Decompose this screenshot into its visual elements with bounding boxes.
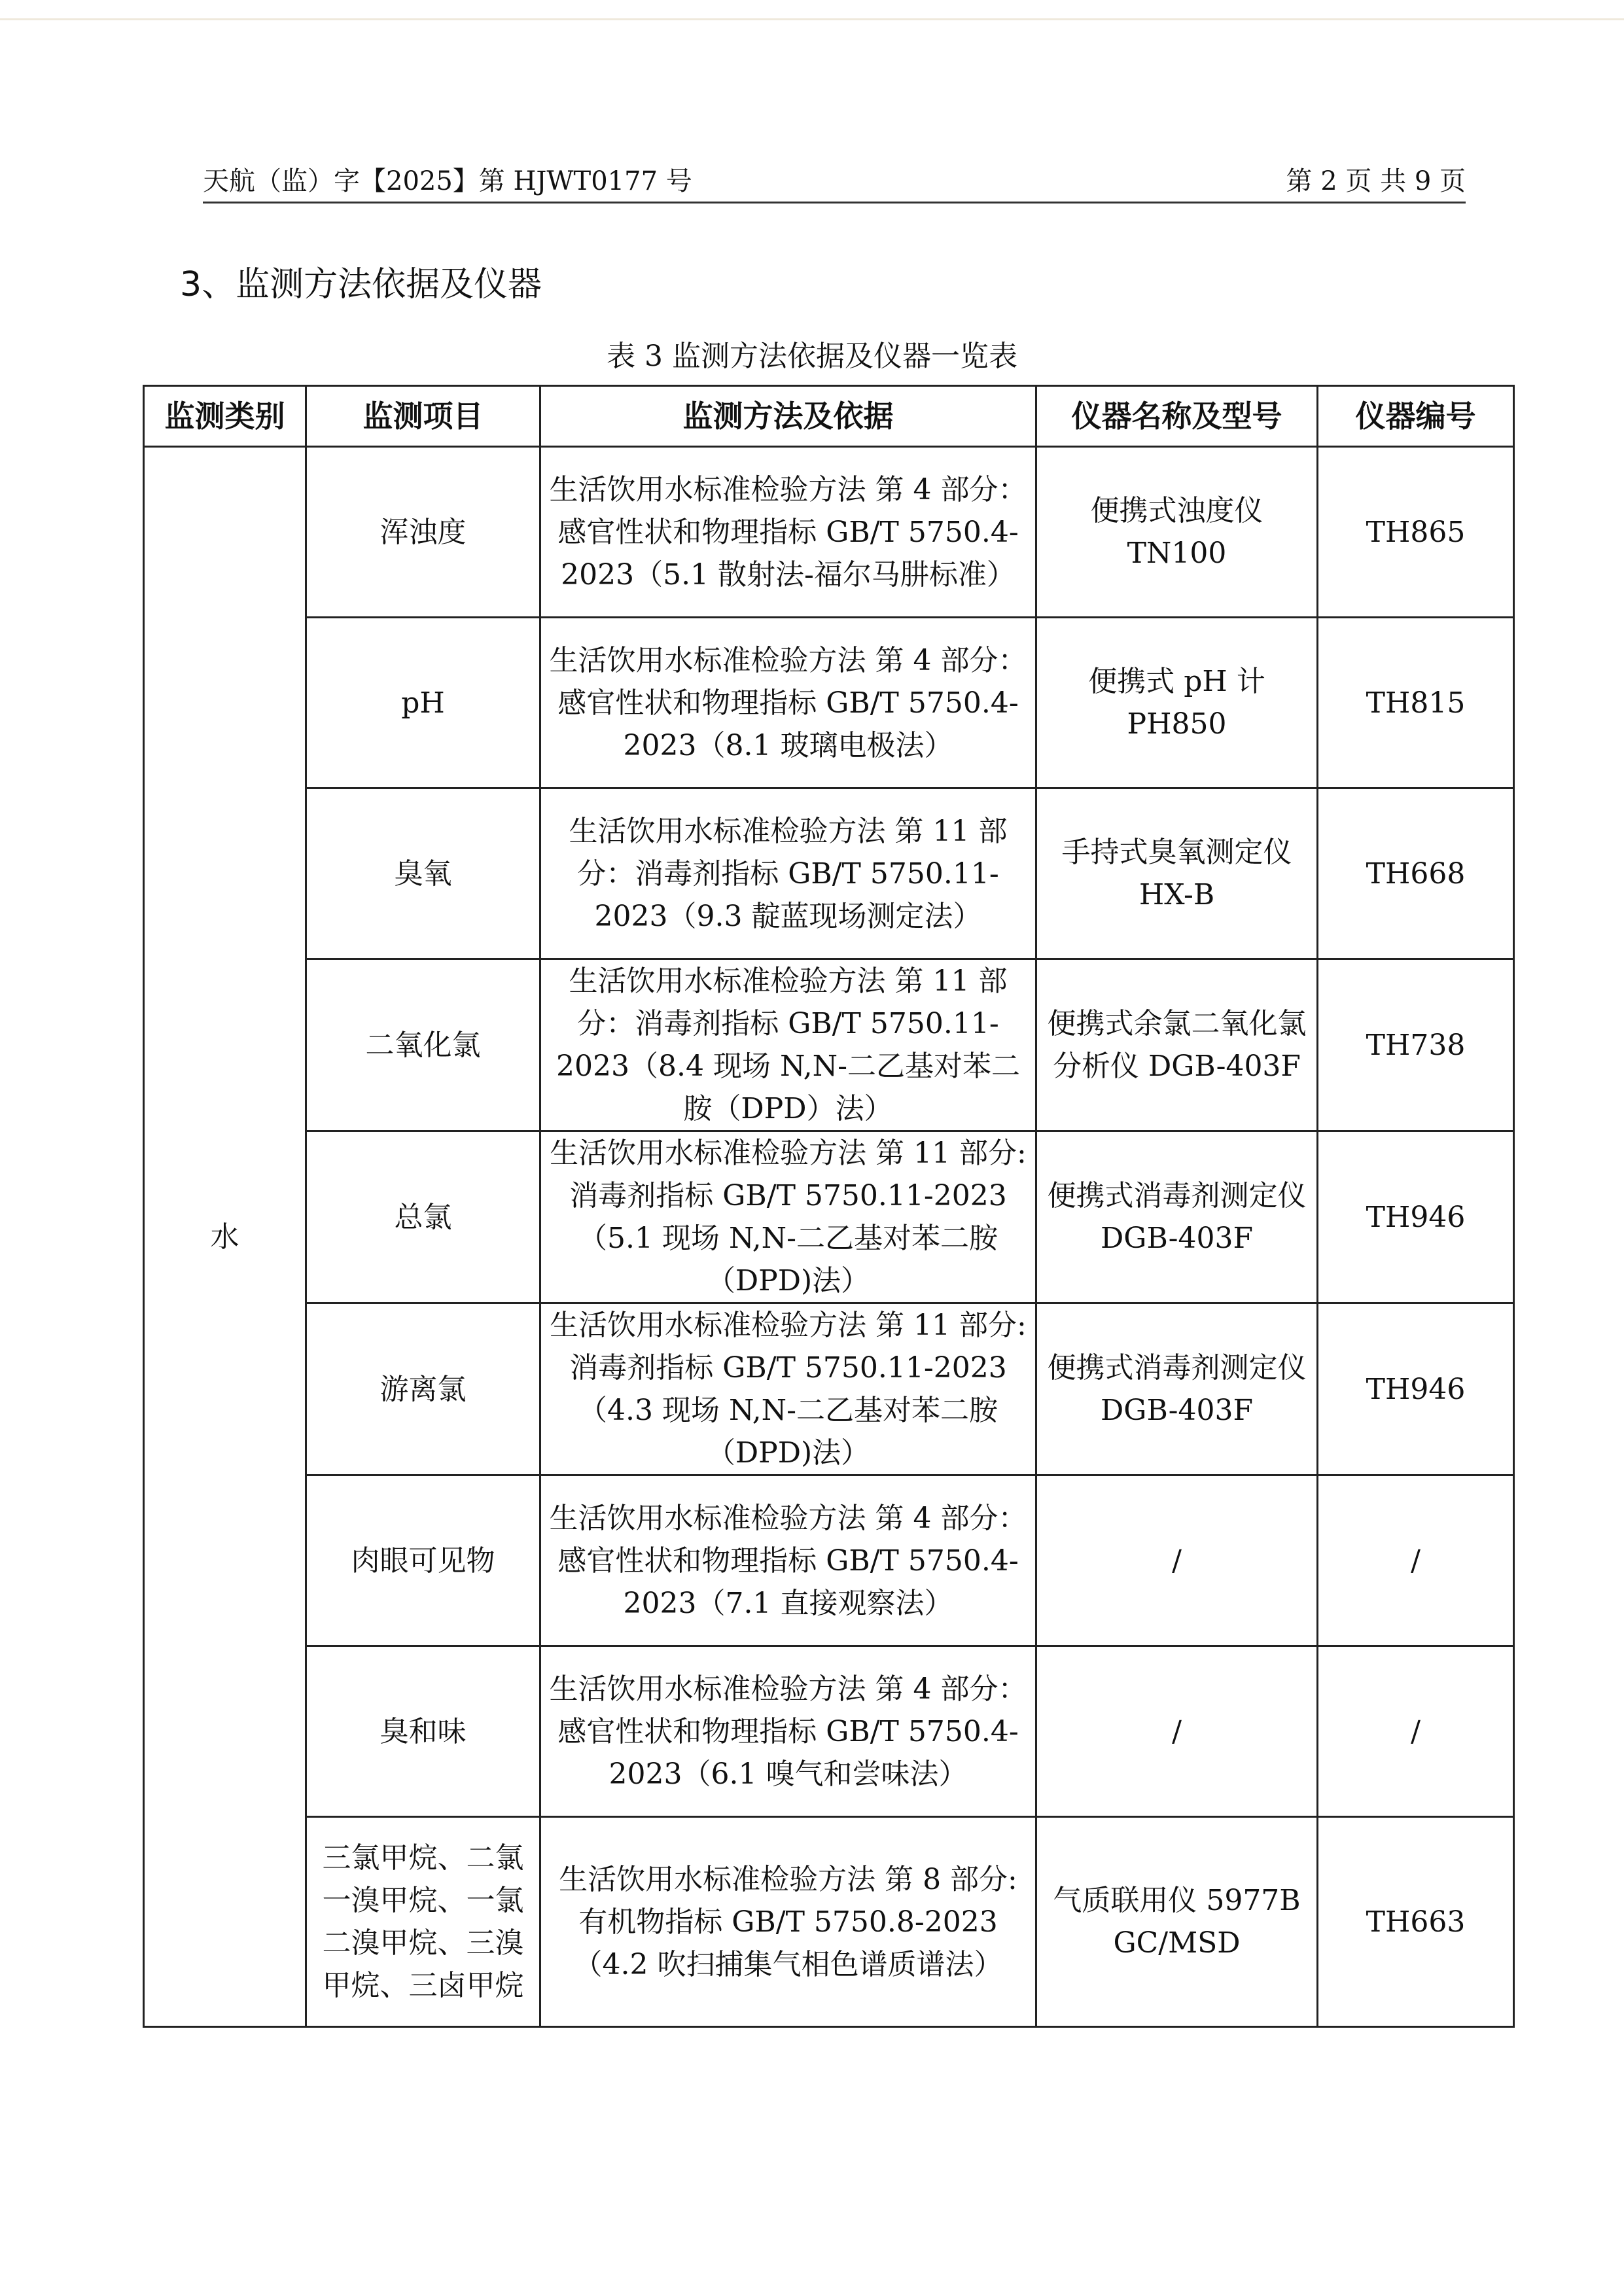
item-cell: 浑浊度 <box>306 447 540 618</box>
instrument-cell: 气质联用仪 5977B GC/MSD <box>1036 1817 1318 2027</box>
table-row <box>144 1303 1514 1475</box>
method-cell: 生活饮用水标准检验方法 第 11 部分：消毒剂指标 GB/T 5750.11-2023（8.4 现场 N,N-二乙基对苯二胺（DPD）法） <box>540 959 1036 1131</box>
instrument-cell: 便携式 pH 计 PH850 <box>1036 618 1318 788</box>
item-cell: 臭氧 <box>306 788 540 959</box>
method-cell: 生活饮用水标准检验方法 第 4 部分：感官性状和物理指标 GB/T 5750.4-2023（6.1 嗅气和尝味法） <box>540 1646 1036 1817</box>
table-row <box>144 618 1514 788</box>
method-cell: 生活饮用水标准检验方法 第 11 部分:消毒剂指标 GB/T 5750.11-2023（4.3 现场 N,N-二乙基对苯二胺（DPD)法） <box>540 1303 1036 1475</box>
instrument-cell: 便携式浊度仪 TN100 <box>1036 447 1318 618</box>
method-cell: 生活饮用水标准检验方法 第 4 部分：感官性状和物理指标 GB/T 5750.4-2023（8.1 玻璃电极法） <box>540 618 1036 788</box>
number-cell: TH738 <box>1318 959 1514 1131</box>
header-item: 监测项目 <box>306 386 540 447</box>
number-cell: TH946 <box>1318 1303 1514 1475</box>
item-cell: 总氯 <box>306 1131 540 1303</box>
number-cell: TH663 <box>1318 1817 1514 2027</box>
number-cell: TH815 <box>1318 618 1514 788</box>
section-title: 3、监测方法依据及仪器 <box>180 265 542 304</box>
table-row <box>144 959 1514 1131</box>
item-cell: 臭和味 <box>306 1646 540 1817</box>
methods-table <box>143 385 1515 2028</box>
category-cell: 水 <box>144 447 306 2027</box>
item-cell: 游离氯 <box>306 1303 540 1475</box>
method-cell: 生活饮用水标准检验方法 第 4 部分：感官性状和物理指标 GB/T 5750.4-2023（5.1 散射法-福尔马肼标准） <box>540 447 1036 618</box>
page-header <box>203 157 1466 203</box>
instrument-cell: / <box>1036 1646 1318 1817</box>
instrument-cell: / <box>1036 1475 1318 1646</box>
method-cell: 生活饮用水标准检验方法 第 11 部分：消毒剂指标 GB/T 5750.11-2023（9.3 靛蓝现场测定法） <box>540 788 1036 959</box>
table-row <box>144 788 1514 959</box>
number-cell: / <box>1318 1475 1514 1646</box>
item-cell: pH <box>306 618 540 788</box>
page-info: 第 2 页 共 9 页 <box>1286 166 1466 196</box>
document-number: 天航（监）字【2025】第 HJWT0177 号 <box>203 166 692 196</box>
instrument-cell: 便携式消毒剂测定仪 DGB-403F <box>1036 1303 1318 1475</box>
number-cell: TH668 <box>1318 788 1514 959</box>
instrument-cell: 便携式消毒剂测定仪 DGB-403F <box>1036 1131 1318 1303</box>
header-number: 仪器编号 <box>1318 386 1514 447</box>
table-header-row <box>144 386 1514 447</box>
table-row <box>144 1817 1514 2027</box>
page-top-edge <box>0 18 1624 20</box>
header-instrument: 仪器名称及型号 <box>1036 386 1318 447</box>
table-row <box>144 1131 1514 1303</box>
header-category: 监测类别 <box>144 386 306 447</box>
number-cell: TH946 <box>1318 1131 1514 1303</box>
table-row <box>144 447 1514 618</box>
table-row <box>144 1475 1514 1646</box>
item-cell: 肉眼可见物 <box>306 1475 540 1646</box>
instrument-cell: 便携式余氯二氧化氯分析仪 DGB-403F <box>1036 959 1318 1131</box>
item-cell: 三氯甲烷、二氯一溴甲烷、一氯二溴甲烷、三溴甲烷、三卤甲烷 <box>306 1817 540 2027</box>
method-cell: 生活饮用水标准检验方法 第 8 部分:有机物指标 GB/T 5750.8-2023（4.2 吹扫捕集气相色谱质谱法） <box>540 1817 1036 2027</box>
method-cell: 生活饮用水标准检验方法 第 4 部分：感官性状和物理指标 GB/T 5750.4-2023（7.1 直接观察法） <box>540 1475 1036 1646</box>
number-cell: / <box>1318 1646 1514 1817</box>
table-caption: 表 3 监测方法依据及仪器一览表 <box>607 340 1017 373</box>
number-cell: TH865 <box>1318 447 1514 618</box>
instrument-cell: 手持式臭氧测定仪 HX-B <box>1036 788 1318 959</box>
method-cell: 生活饮用水标准检验方法 第 11 部分:消毒剂指标 GB/T 5750.11-2023（5.1 现场 N,N-二乙基对苯二胺（DPD)法） <box>540 1131 1036 1303</box>
table-row <box>144 1646 1514 1817</box>
item-cell: 二氧化氯 <box>306 959 540 1131</box>
header-method: 监测方法及依据 <box>540 386 1036 447</box>
